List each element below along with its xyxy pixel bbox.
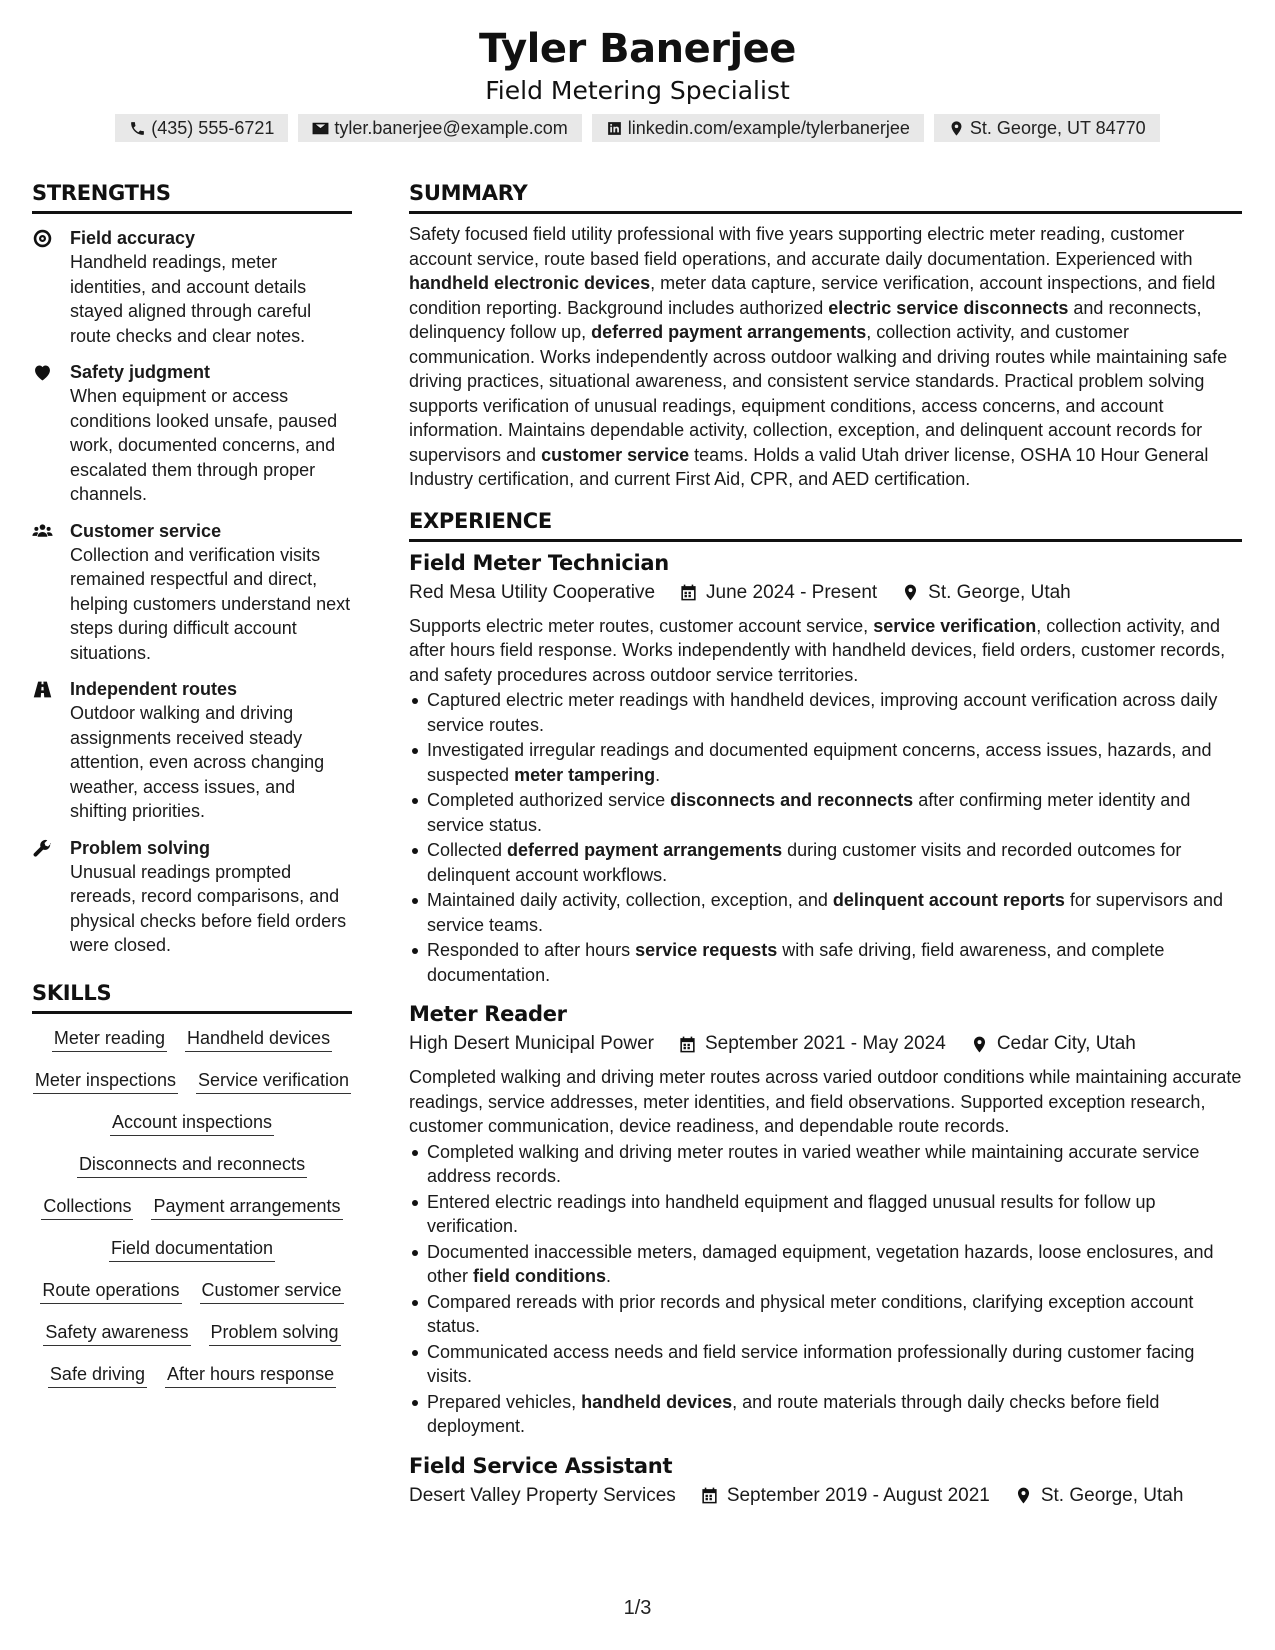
job-company: High Desert Municipal Power [409, 1033, 654, 1054]
strength-item [32, 836, 352, 958]
text-run: , collection activity, and after hours field response. Works independently with handheld devices, field orders, customer records, and safety procedures across outdoor service territories. [409, 615, 1226, 685]
contact-linkedin[interactable] [592, 114, 924, 142]
skill-tag: Handheld devices [185, 1026, 332, 1052]
skill-tag: Meter reading [52, 1026, 167, 1052]
map-marker-icon [948, 120, 965, 137]
strengths-heading: STRENGTHS [32, 178, 352, 214]
contact-linkedin-text: linkedin.com/example/tylerbanerjee [627, 118, 910, 138]
text-run: Completed walking and driving meter routes in varied weather while maintaining accurate service address records. [427, 1141, 1200, 1186]
text-run: and reconnects, delinquency follow up, [409, 297, 1202, 342]
emphasis-text: service requests [635, 940, 778, 960]
text-run: Maintained daily activity, collection, exception, and [427, 890, 833, 910]
strength-item [32, 226, 352, 348]
text-run: Documented inaccessible meters, damaged equipment, vegetation hazards, loose enclosures, and other [427, 1241, 1214, 1286]
job-title: Field Service Assistant [409, 1453, 673, 1478]
page-number: 1/3 [623, 1597, 652, 1619]
emphasis-text: service verification [873, 615, 1037, 636]
job-meta [409, 1481, 1242, 1511]
strength-title: Independent routes [70, 679, 238, 699]
text-run: Supports electric meter routes, customer account service, [409, 615, 874, 636]
text-run: for supervisors and service teams. [427, 890, 1223, 935]
envelope-icon [312, 120, 329, 137]
text-run: , and route materials through daily checks before field deployment. [427, 1391, 1160, 1436]
phone-icon [129, 120, 146, 137]
road-icon [32, 679, 53, 700]
contact-email[interactable] [298, 114, 581, 142]
emphasis-text: handheld electronic devices [409, 273, 651, 293]
strength-title: Problem solving [70, 837, 211, 858]
summary-heading: SUMMARY [409, 178, 1242, 214]
job-entry [409, 548, 1242, 988]
emphasis-text: deferred payment arrangements [507, 840, 783, 860]
strength-title: Safety judgment [70, 362, 211, 382]
text-run: Completed walking and driving meter routes across varied outdoor conditions while maintaining accurate readings, service addresses, meter identities, and field observations. Supported exception research, customer communication, device readiness, and dependable route records. [409, 1067, 1242, 1136]
text-run: teams. Holds a valid Utah driver license, OSHA 10 Hour General Industry certification, and current First Aid, CPR, and AED certification. [409, 444, 1209, 489]
job-title: Meter Reader [409, 1002, 567, 1026]
left-column [32, 178, 352, 1388]
job-entry [409, 999, 1242, 1439]
emphasis-text: deferred payment arrangements [591, 322, 867, 342]
emphasis-text: field conditions [473, 1266, 607, 1286]
strength-title: Field accuracy [70, 228, 196, 248]
strength-desc: When equipment or access conditions looked unsafe, paused work, documented concerns, and escalated them through proper channels. [70, 386, 338, 504]
bullet-item [409, 738, 1242, 787]
calendar-icon [678, 1035, 697, 1054]
users-icon [32, 521, 53, 542]
job-meta [409, 578, 1242, 608]
strength-desc: Outdoor walking and driving assignments received steady attention, even across changing weather, access issues, and shifting priorities. [70, 703, 325, 821]
job-company: Red Mesa Utility Cooperative [409, 581, 656, 603]
job-location: St. George, Utah [1040, 1484, 1184, 1506]
skill-tag: Meter inspections [33, 1068, 178, 1094]
job-bullets [409, 688, 1242, 987]
job-dates: September 2019 - August 2021 [726, 1484, 990, 1506]
job-description [409, 614, 1242, 688]
skills-list [32, 1026, 352, 1388]
right-column [409, 178, 1242, 1511]
text-run: during customer visits and recorded outcomes for delinquent account workflows. [427, 840, 1182, 885]
job-description [409, 1065, 1242, 1139]
job-location: St. George, Utah [928, 581, 1071, 603]
bullseye-icon [32, 228, 53, 249]
map-marker-icon [1014, 1486, 1033, 1505]
skill-tag: After hours response [165, 1362, 336, 1388]
emphasis-text: customer service [541, 444, 690, 465]
job-entry [409, 1451, 1242, 1511]
text-run: Communicated access needs and field service information professionally during customer facing visits. [427, 1341, 1195, 1386]
job-location: Cedar City, Utah [996, 1033, 1136, 1054]
map-marker-icon [901, 583, 920, 602]
bullet-item [409, 1340, 1242, 1389]
bullet-item [409, 1240, 1242, 1289]
wrench-icon [32, 838, 53, 859]
text-run: . [606, 1266, 612, 1286]
emphasis-text: disconnects and reconnects [670, 790, 914, 810]
text-run: , collection activity, and customer communication. Works independently across outdoor walking and driving routes while maintaining safe driving practices, situational awareness, and consistent service standards. Practical problem solving supports verification of unusual readings, equipment conditions, access concerns, and account information. Maintains dependable activity, collection, exception, and delinquent account records for supervisors and [409, 322, 1228, 465]
skills-heading: SKILLS [32, 978, 352, 1014]
text-run: Responded to after hours [427, 940, 636, 960]
strength-item [32, 677, 352, 824]
map-marker-icon [970, 1035, 989, 1054]
candidate-name: Tyler Banerjee [479, 26, 796, 72]
resume-header [0, 24, 1275, 142]
strength-item [32, 519, 352, 666]
bullet-item [409, 688, 1242, 737]
text-run: Prepared vehicles, [427, 1391, 582, 1412]
bullet-item [409, 1190, 1242, 1239]
job-company: Desert Valley Property Services [409, 1484, 676, 1506]
contact-location [934, 114, 1160, 142]
text-run: Completed authorized service [427, 790, 671, 810]
strength-item [32, 360, 352, 507]
bullet-item [409, 838, 1242, 887]
candidate-title: Field Metering Specialist [485, 76, 790, 105]
strength-desc: Handheld readings, meter identities, and account details stayed aligned through careful route checks and clear notes. [70, 252, 312, 346]
contact-email-text: tyler.banerjee@example.com [334, 118, 568, 138]
skill-tag: Route operations [40, 1278, 181, 1304]
skill-tag: Customer service [200, 1278, 344, 1304]
skill-tag: Payment arrangements [151, 1194, 342, 1220]
text-run: Captured electric meter readings with handheld devices, improving account verification across daily service routes. [427, 690, 1218, 735]
bullet-item [409, 938, 1242, 987]
strength-desc: Collection and verification visits remained respectful and direct, helping customers understand next steps during difficult account situations. [70, 544, 351, 663]
bullet-item [409, 1140, 1242, 1189]
text-run: , meter data capture, service verification, account inspections, and field condition reporting. Background includes authorized [409, 273, 1216, 318]
text-run: Investigated irregular readings and documented equipment concerns, access issues, hazards, and suspected [427, 740, 1212, 785]
text-run: Entered electric readings into handheld equipment and flagged unusual results for follow up verification. [427, 1191, 1156, 1236]
emphasis-text: meter tampering [514, 764, 656, 785]
skill-tag: Collections [41, 1194, 133, 1220]
job-title: Field Meter Technician [409, 550, 669, 575]
text-run: with safe driving, field awareness, and complete documentation. [427, 940, 1165, 985]
skill-tag: Account inspections [110, 1110, 274, 1136]
skill-tag: Service verification [196, 1068, 351, 1094]
emphasis-text: delinquent account reports [832, 890, 1065, 910]
summary-text [409, 222, 1242, 492]
text-run: Collected [427, 840, 508, 860]
job-bullets [409, 1140, 1242, 1439]
contact-bar [0, 114, 1275, 142]
calendar-icon [700, 1486, 719, 1505]
skill-tag: Safe driving [48, 1362, 147, 1388]
skill-tag: Problem solving [209, 1320, 341, 1346]
contact-phone[interactable] [115, 114, 288, 142]
skill-tag: Disconnects and reconnects [77, 1152, 307, 1178]
contact-location-text: St. George, UT 84770 [969, 118, 1146, 138]
linkedin-icon [606, 120, 623, 137]
calendar-icon [679, 583, 698, 602]
job-dates: June 2024 - Present [706, 581, 878, 603]
bullet-item [409, 1290, 1242, 1339]
bullet-item [409, 888, 1242, 937]
bullet-item [409, 788, 1242, 837]
heart-icon [32, 362, 53, 383]
text-run: after confirming meter identity and service status. [427, 790, 1191, 835]
text-run: Compared rereads with prior records and physical meter conditions, clarifying exception account status. [427, 1291, 1194, 1336]
skill-tag: Safety awareness [43, 1320, 190, 1346]
experience-heading: EXPERIENCE [409, 506, 1242, 542]
bullet-item [409, 1390, 1242, 1439]
text-run: . [655, 764, 661, 785]
strength-title: Customer service [70, 520, 222, 541]
job-meta [409, 1029, 1242, 1059]
emphasis-text: handheld devices [581, 1391, 733, 1412]
contact-phone-text: (435) 555-6721 [151, 118, 275, 138]
text-run: Safety focused field utility professional with five years supporting electric meter reading, customer account service, route based field operations, and accurate daily documentation. Experienced with [409, 224, 1193, 269]
job-dates: September 2021 - May 2024 [705, 1033, 946, 1054]
emphasis-text: electric service disconnects [828, 297, 1069, 318]
strength-desc: Unusual readings prompted rereads, record comparisons, and physical checks before field orders were closed. [70, 861, 347, 955]
skill-tag: Field documentation [109, 1236, 275, 1262]
